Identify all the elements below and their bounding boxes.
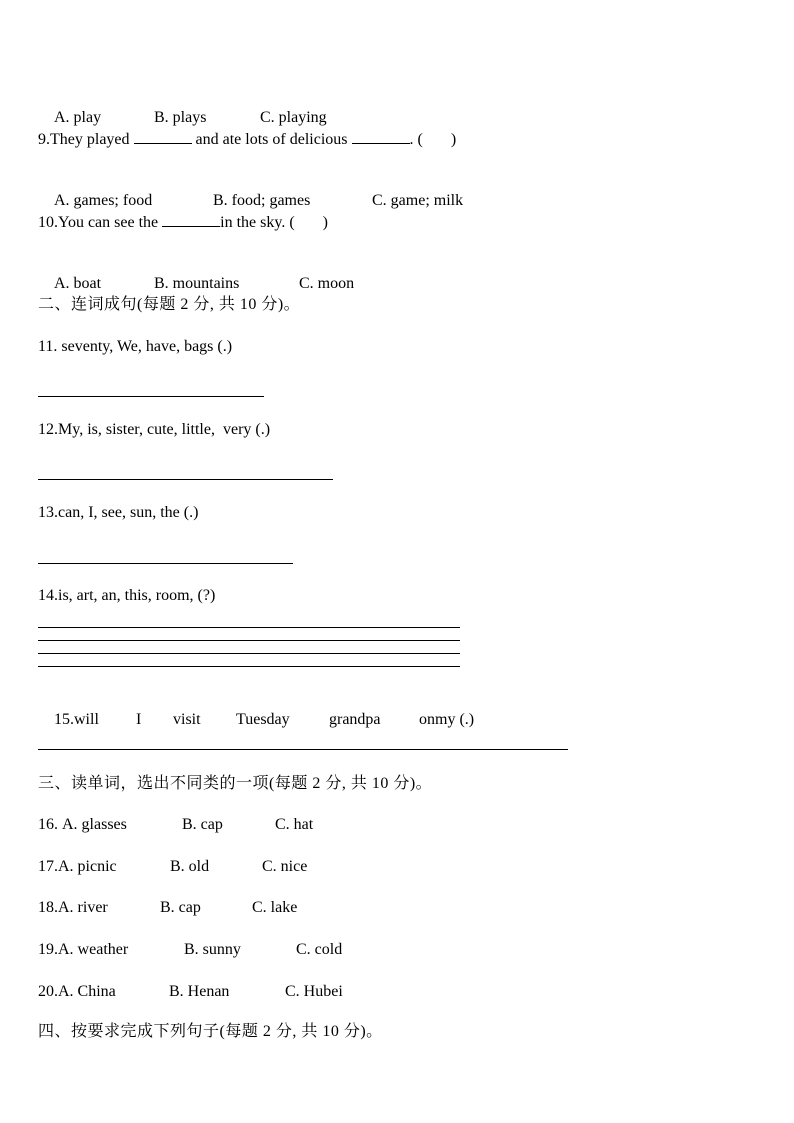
- q9-text-3: . (: [409, 131, 423, 148]
- q9-blank-1[interactable]: [134, 129, 192, 144]
- q9-stem: [38, 129, 456, 150]
- q14-answer-line-4[interactable]: [38, 666, 460, 667]
- q17-option-c: C. nice: [262, 858, 308, 875]
- q15-word: grandpa: [329, 711, 381, 728]
- q16-option-a: A. glasses: [62, 816, 127, 833]
- q17-option-b: B. old: [170, 858, 210, 875]
- q16-row: [38, 815, 313, 835]
- q17-number: 17.: [38, 858, 58, 875]
- q9-text-1: 9.They played: [38, 131, 134, 148]
- q18-row: [38, 898, 297, 918]
- q19-option-c: C. cold: [296, 941, 343, 958]
- q12-words: 12.My, is, sister, cute, little, very (.): [38, 421, 271, 438]
- q10-option-c: C. moon: [299, 275, 355, 292]
- q20-option-a: A. China: [58, 983, 116, 1000]
- q10-stem: [38, 212, 328, 233]
- q9-option-b: B. food; games: [213, 192, 311, 209]
- q8-option-b: B. plays: [154, 109, 207, 126]
- q15-words: [38, 690, 474, 750]
- q11-words: 11. seventy, We, have, bags (.): [38, 338, 233, 355]
- q13-answer-line[interactable]: [38, 563, 293, 564]
- q19-number: 19.: [38, 941, 58, 958]
- q15-word: visit: [173, 711, 201, 728]
- q18-option-a: A. river: [58, 899, 108, 916]
- q14-words: 14.is, art, an, this, room, (?): [38, 587, 216, 604]
- q15-word: 15.will: [54, 711, 99, 728]
- q15-answer-line[interactable]: [38, 749, 568, 750]
- q20-row: [38, 982, 343, 1002]
- q9-text-4: ): [450, 131, 457, 148]
- q9-option-c: C. game; milk: [372, 192, 464, 209]
- q20-number: 20.: [38, 983, 58, 1000]
- section-3-heading: 三、读单词，选出不同类的一项(每题 2 分, 共 10 分)。: [38, 775, 433, 792]
- q15-word: I: [136, 711, 142, 728]
- section-2-heading: 二、连词成句(每题 2 分, 共 10 分)。: [38, 296, 301, 313]
- section-4-heading: 四、按要求完成下列句子(每题 2 分, 共 10 分)。: [38, 1023, 383, 1040]
- q14-answer-line-3[interactable]: [38, 653, 460, 654]
- q19-row: [38, 940, 342, 960]
- q10-blank[interactable]: [162, 212, 220, 227]
- q9-text-2: and ate lots of delicious: [191, 131, 352, 148]
- q12-answer-line[interactable]: [38, 479, 333, 480]
- q8-option-c: C. playing: [260, 109, 327, 126]
- q8-option-a: A. play: [54, 109, 102, 126]
- q19-option-b: B. sunny: [184, 941, 241, 958]
- q15-word: onmy (.): [419, 711, 475, 728]
- q10-option-a: A. boat: [54, 275, 102, 292]
- q16-number: 16.: [38, 816, 58, 833]
- q16-option-b: B. cap: [182, 816, 223, 833]
- q9-option-a: A. games; food: [54, 192, 153, 209]
- q10-option-b: B. mountains: [154, 275, 240, 292]
- q20-option-b: B. Henan: [169, 983, 230, 1000]
- q16-option-c: C. hat: [275, 816, 314, 833]
- q11-answer-line[interactable]: [38, 396, 264, 397]
- q15-word: Tuesday: [236, 711, 290, 728]
- q10-text-2: in the sky. (: [220, 214, 295, 231]
- q18-number: 18.: [38, 899, 58, 916]
- q17-row: [38, 857, 307, 877]
- q20-option-c: C. Hubei: [285, 983, 343, 1000]
- q18-option-c: C. lake: [252, 899, 298, 916]
- q9-blank-2[interactable]: [352, 129, 410, 144]
- q10-text-3: ): [322, 214, 328, 231]
- q14-answer-line-1[interactable]: [38, 627, 460, 628]
- q10-text-1: 10.You can see the: [38, 214, 163, 231]
- q17-option-a: A. picnic: [58, 858, 117, 875]
- q14-answer-line-2[interactable]: [38, 640, 460, 641]
- q13-words: 13.can, I, see, sun, the (.): [38, 504, 199, 521]
- q18-option-b: B. cap: [160, 899, 201, 916]
- q19-option-a: A. weather: [58, 941, 129, 958]
